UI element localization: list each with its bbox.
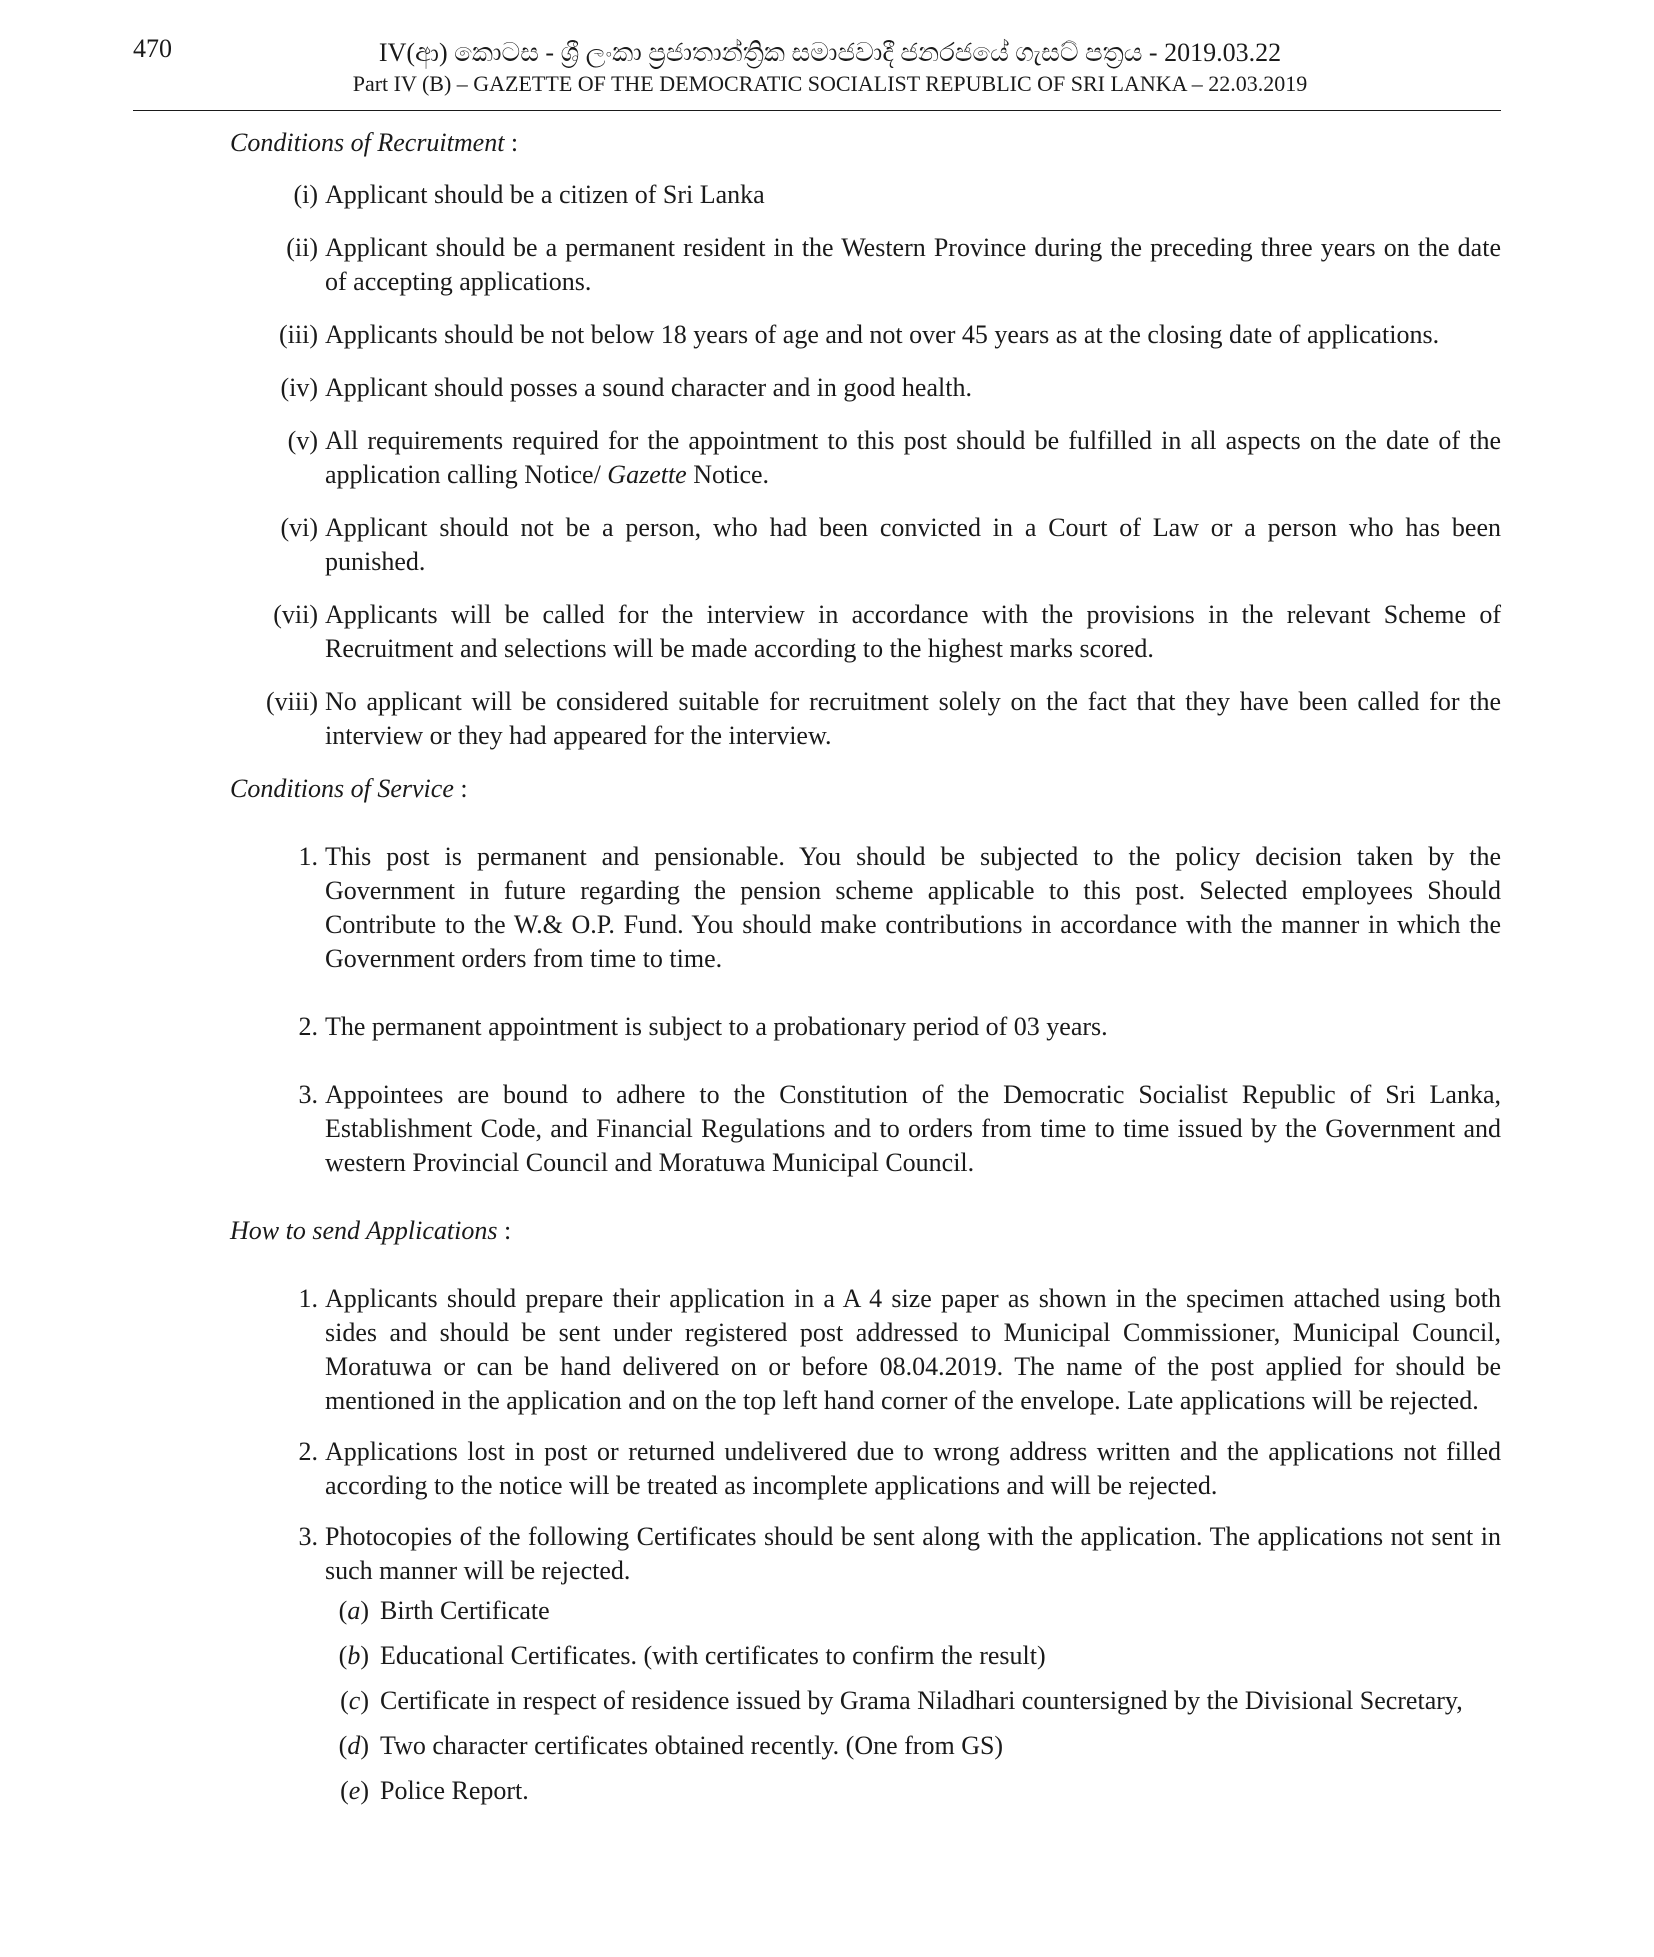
certificates-list <box>230 1594 1501 1808</box>
service-conditions-list <box>230 840 1501 1180</box>
list-marker: (viii) <box>266 687 318 716</box>
list-item-text: Birth Certificate <box>380 1596 550 1625</box>
recruitment-item <box>230 371 1501 405</box>
list-marker: 3. <box>298 1080 318 1109</box>
list-item-text: Applicants should be not below 18 years of age and not over 45 years as at the closing date of applications. <box>325 320 1440 349</box>
list-item-text: Applicant should not be a person, who had been convicted in a Court of Law or a person who has been punished. <box>325 513 1501 576</box>
list-item-text: Certificate in respect of residence issued by Grama Niladhari countersigned by the Divisional Secretary, <box>380 1686 1463 1715</box>
list-item-text: Applicant should be a permanent resident in the Western Province during the preceding three years on the date of accepting applications. <box>325 233 1501 296</box>
list-marker: 1. <box>298 1284 318 1313</box>
recruitment-item <box>230 424 1501 492</box>
applications-item <box>230 1282 1501 1418</box>
list-marker: (b) <box>338 1641 369 1670</box>
service-heading-colon: : <box>453 774 468 803</box>
list-marker-letter: a <box>347 1596 361 1625</box>
recruitment-item <box>230 685 1501 753</box>
recruitment-item <box>230 178 1501 212</box>
recruitment-heading-text: Conditions of Recruitment <box>230 128 505 157</box>
applications-item <box>230 1520 1501 1588</box>
list-item-text: This post is permanent and pensionable. You should be subjected to the policy decision taken by the Government in future regarding the pension scheme applicable to this post. Selected employees Should Contribute to the W.& O.P. Fund. You should make contributions in accordance with the manner in which the Government orders from time to time. <box>325 842 1501 973</box>
applications-heading <box>230 1214 1501 1248</box>
certificate-item <box>230 1594 1501 1628</box>
certificate-item <box>230 1774 1501 1808</box>
gazette-italic-text: Gazette <box>607 460 687 489</box>
list-marker: 3. <box>298 1522 318 1551</box>
list-item-text: Applicant should posses a sound character and in good health. <box>325 373 972 402</box>
list-marker-letter: e <box>348 1776 361 1805</box>
list-marker: (c) <box>340 1686 369 1715</box>
applications-heading-text: How to send Applications <box>230 1216 498 1245</box>
page-number: 470 <box>133 34 172 63</box>
list-item-text-end: Notice. <box>686 460 770 489</box>
certificate-item <box>230 1639 1501 1673</box>
list-marker-letter: d <box>347 1731 361 1760</box>
list-marker: (iii) <box>279 320 318 349</box>
list-item-text: Appointees are bound to adhere to the Constitution of the Democratic Socialist Republic of Sri Lanka, Establishment Code, and Financial Regulations and to orders from time to time issued by the Government and western Provincial Council and Moratuwa Municipal Council. <box>325 1080 1501 1177</box>
list-marker: 1. <box>298 842 318 871</box>
service-item <box>230 1078 1501 1180</box>
list-item-text: Two character certificates obtained recently. (One from GS) <box>380 1731 1004 1760</box>
list-marker-letter: c <box>348 1686 361 1715</box>
recruitment-item <box>230 598 1501 666</box>
list-item-text: Applicants should prepare their application in a A 4 size paper as shown in the specimen attached using both sides and should be sent under registered post addressed to Municipal Commissioner, Municipal Council, Moratuwa or can be hand delivered on or before 08.04.2019. The name of the post applied for should be mentioned in the application and on the top left hand corner of the envelope. Late applications will be rejected. <box>325 1284 1501 1415</box>
list-marker: (a) <box>338 1596 369 1625</box>
gazette-header-english: Part IV (B) – GAZETTE OF THE DEMOCRATIC SOCIALIST REPUBLIC OF SRI LANKA – 22.03.2019 <box>352 71 1308 96</box>
list-marker: (v) <box>287 426 318 455</box>
list-marker: (iv) <box>280 373 318 402</box>
applications-item <box>230 1435 1501 1503</box>
list-marker: 2. <box>298 1012 318 1041</box>
certificate-item <box>230 1684 1501 1718</box>
service-heading <box>230 772 1501 806</box>
recruitment-item <box>230 231 1501 299</box>
service-item <box>230 840 1501 976</box>
list-item-text: Applicant should be a citizen of Sri Lanka <box>325 180 765 209</box>
list-item-text: The permanent appointment is subject to a probationary period of 03 years. <box>325 1012 1108 1041</box>
list-marker: (e) <box>340 1776 369 1805</box>
list-marker: (d) <box>338 1731 369 1760</box>
list-item-text: Educational Certificates. (with certificates to confirm the result) <box>380 1641 1046 1670</box>
list-marker: (i) <box>293 180 318 209</box>
service-heading-text: Conditions of Service <box>230 774 454 803</box>
recruitment-item <box>230 511 1501 579</box>
applications-list <box>230 1282 1501 1588</box>
list-item-text: Applicants will be called for the interview in accordance with the provisions in the relevant Scheme of Recruitment and selections will be made according to the highest marks scored. <box>325 600 1501 663</box>
recruitment-heading-colon: : <box>504 128 519 157</box>
header-divider <box>133 110 1501 111</box>
list-marker-letter: b <box>347 1641 361 1670</box>
document-body <box>230 126 1501 1819</box>
recruitment-item <box>230 318 1501 352</box>
list-item-text: Applications lost in post or returned undelivered due to wrong address written and the applications not filled according to the notice will be treated as incomplete applications and will be rejected. <box>325 1437 1501 1500</box>
list-marker: (vii) <box>273 600 318 629</box>
list-item-text: Photocopies of the following Certificates should be sent along with the application. The applications not sent in such manner will be rejected. <box>325 1522 1501 1585</box>
list-item-text: All requirements required for the appointment to this post should be fulfilled in all aspects on the date of the application calling Notice/ <box>325 426 1501 489</box>
applications-heading-colon: : <box>497 1216 512 1245</box>
service-item <box>230 1010 1501 1044</box>
certificate-item <box>230 1729 1501 1763</box>
list-marker: (vi) <box>280 513 318 542</box>
gazette-header-sinhala: IV(ආ) කොටස - ශ්‍රී ලංකා ප්‍රජාතාන්ත්‍රික සමාජවාදී ජනරජයේ ගැසට් පත්‍රය - 2019.03.22 <box>378 38 1282 67</box>
list-marker: (ii) <box>286 233 318 262</box>
list-item-text: No applicant will be considered suitable for recruitment solely on the fact that they have been called for the interview or they had appeared for the interview. <box>325 687 1501 750</box>
list-marker: 2. <box>298 1437 318 1466</box>
list-item-text: Police Report. <box>380 1776 529 1805</box>
recruitment-conditions-list <box>230 178 1501 753</box>
recruitment-heading <box>230 126 1501 160</box>
